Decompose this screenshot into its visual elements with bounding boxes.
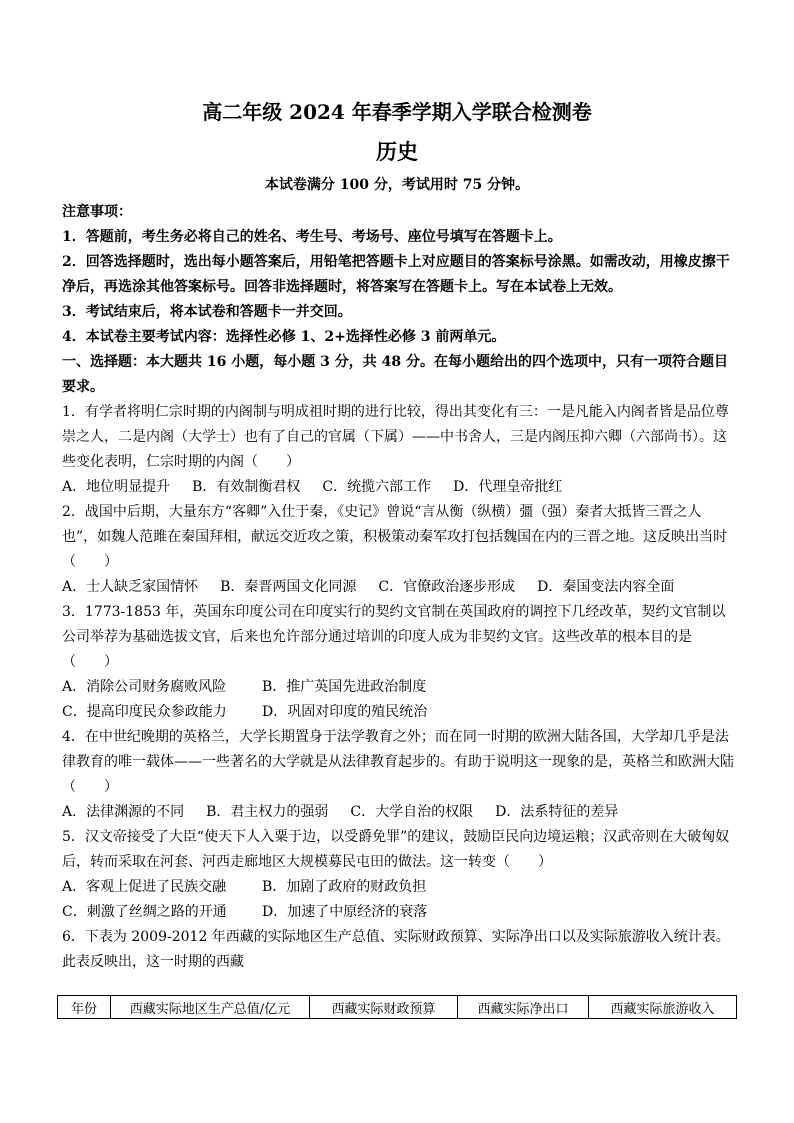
question-options bbox=[62, 475, 734, 500]
question-stem: 1．有学者将明仁宗时期的内阁制与明成祖时期的进行比较，得出其变化有三：一是凡能入内阁者皆是品位尊崇之人，二是内阁（大学士）也有了自己的官属（下属）——中书舍人，三是内阁压抑六卿（六部尚书）。这些变化表明，仁宗时期的内阁（ ） bbox=[62, 404, 729, 470]
option-d: D．代理皇帝批红 bbox=[453, 479, 563, 495]
question-options bbox=[62, 675, 734, 700]
question-options bbox=[62, 575, 734, 600]
option-a: A．法律渊源的不同 bbox=[62, 804, 185, 820]
question-stem: 5．汉文帝接受了大臣“使天下人入粟于边，以受爵免罪”的建议，鼓励臣民向边境运粮；汉武帝则在大破匈奴后，转而采取在河套、河西走廊地区大规模募民屯田的做法。这一转变（ ） bbox=[62, 829, 730, 870]
question-options bbox=[62, 800, 734, 825]
option-b: B．加剧了政府的财政负担 bbox=[262, 879, 427, 895]
option-a: A．客观上促进了民族交融 bbox=[62, 879, 227, 895]
question-stem: 4．在中世纪晚期的英格兰，大学长期置身于法学教育之外；而在同一时期的欧洲大陆各国，大学却几乎是法律教育的唯一载体——一些著名的大学就是从法律教育起步的。有助于说明这一现象的是，英格兰和欧洲大陆（ ） bbox=[62, 729, 734, 795]
option-c: C．统揽六部工作 bbox=[322, 479, 432, 495]
section-heading: 一、选择题：本大题共 16 小题，每小题 3 分，共 48 分。在每小题给出的四个选项中，只有一项符合题目要求。 bbox=[62, 354, 728, 395]
option-d: D．加速了中原经济的衰落 bbox=[262, 904, 428, 920]
option-b: B．秦晋两国文化同源 bbox=[220, 579, 357, 595]
exam-title: 高二年级 2024 年春季学期入学联合检测卷 bbox=[202, 100, 592, 124]
option-a: A．消除公司财务腐败风险 bbox=[62, 679, 227, 695]
option-c: C．官僚政治逐步形成 bbox=[378, 579, 516, 595]
option-d: D．巩固对印度的殖民统治 bbox=[262, 704, 428, 720]
option-b: B．推广英国先进政治制度 bbox=[262, 679, 427, 695]
table-header-cell: 西藏实际财政预算 bbox=[310, 996, 458, 1019]
note-item: 1．答题前，考生务必将自己的姓名、考生号、考场号、座位号填写在答题卡上。 bbox=[62, 229, 562, 245]
question-options bbox=[62, 700, 734, 725]
table-header-cell: 西藏实际净出口 bbox=[458, 996, 589, 1019]
data-table bbox=[57, 995, 737, 1019]
note-item: 3．考试结束后，将本试卷和答题卡一并交回。 bbox=[62, 304, 352, 320]
option-b: B．有效制衡君权 bbox=[192, 479, 301, 495]
option-c: C．刺激了丝绸之路的开通 bbox=[62, 904, 227, 920]
table-header-cell: 年份 bbox=[58, 996, 111, 1019]
question-stem: 3．1773-1853 年，英国东印度公司在印度实行的契约文官制在英国政府的调控下几经改革，契约文官制以公司举荐为基础选拔文官，后来也允许部分通过培训的印度人成为非契约文官。这些改革的根本目的是（ ） bbox=[62, 604, 726, 670]
exam-info: 本试卷满分 100 分，考试用时 75 分钟。 bbox=[264, 177, 530, 193]
question-stem: 2．战国中后期，大量东方“客卿”入仕于秦，《史记》曾说“言从衡（纵横）彊（强）秦者大抵皆三晋之人也”，如魏人范雎在秦国拜相，献远交近攻之策，积极策动秦军攻打包括魏国在内的三晋之地。这反映出当时（ ） bbox=[62, 504, 728, 570]
table-header-cell: 西藏实际旅游收入 bbox=[588, 996, 736, 1019]
option-c: C．大学自治的权限 bbox=[350, 804, 474, 820]
question-options bbox=[62, 875, 734, 900]
note-item: 2．回答选择题时，选出每小题答案后，用铅笔把答题卡上对应题目的答案标号涂黑。如需改动，用橡皮擦干净后，再选涂其他答案标号。回答非选择题时，将答案写在答题卡上。写在本试卷上无效。 bbox=[62, 254, 730, 295]
question-stem: 6．下表为 2009-2012 年西藏的实际地区生产总值、实际财政预算、实际净出口以及实际旅游收入统计表。此表反映出，这一时期的西藏 bbox=[62, 929, 730, 970]
table-header-row bbox=[58, 996, 737, 1019]
notes-heading: 注意事项： bbox=[62, 204, 132, 220]
option-d: D．秦国变法内容全面 bbox=[537, 579, 675, 595]
option-b: B．君主权力的强弱 bbox=[206, 804, 329, 820]
note-item: 4．本试卷主要考试内容：选择性必修 1、2+选择性必修 3 前两单元。 bbox=[62, 329, 506, 345]
question-options bbox=[62, 900, 734, 925]
option-d: D．法系特征的差异 bbox=[495, 804, 619, 820]
option-a: A．士人缺乏家国情怀 bbox=[62, 579, 199, 595]
option-a: A．地位明显提升 bbox=[62, 479, 171, 495]
table-header-cell: 西藏实际地区生产总值/亿元 bbox=[111, 996, 310, 1019]
exam-body bbox=[62, 200, 734, 975]
option-c: C．提高印度民众参政能力 bbox=[62, 704, 227, 720]
subject-title: 历史 bbox=[376, 139, 418, 164]
